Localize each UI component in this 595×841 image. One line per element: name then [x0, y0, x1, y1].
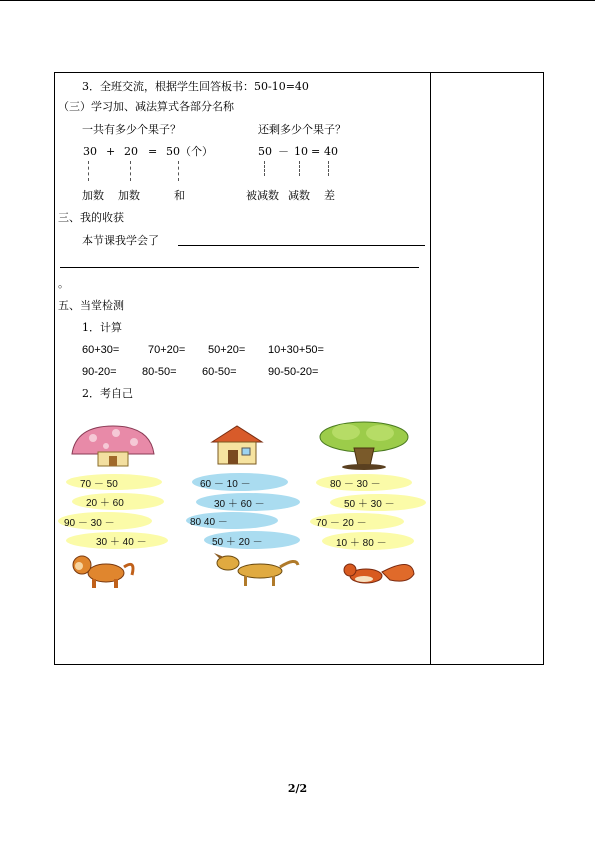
sum: 50（个）	[166, 145, 213, 158]
connector-line	[130, 161, 131, 181]
difference: 40	[324, 145, 338, 158]
calc-item: 90-20=	[82, 366, 117, 378]
learned-prompt: 本节课我学会了	[82, 234, 159, 247]
addend-2: 20	[124, 145, 138, 158]
math-bubble: 90 － 30 －	[58, 512, 152, 530]
calc-title: 1．计算	[82, 321, 122, 334]
minuend: 50	[258, 145, 272, 158]
monkey-icon	[66, 553, 138, 589]
equals-sign: =	[148, 145, 158, 158]
dog-icon	[210, 553, 300, 587]
calc-item: 10+30+50=	[268, 344, 324, 356]
mushroom-icon	[68, 424, 158, 468]
connector-line	[299, 161, 300, 176]
subtrahend: 10	[294, 145, 308, 158]
house-icon	[206, 424, 268, 466]
calc-item: 80-50=	[142, 366, 177, 378]
math-bubble: 10 ＋ 80 －	[322, 532, 414, 550]
connector-line	[264, 161, 265, 176]
step-3-line: 3．全班交流，根据学生回答板书：50-10=40	[82, 80, 309, 93]
minus-sign: －	[278, 145, 289, 158]
question-total: 一共有多少个果子？	[82, 123, 181, 136]
addend-label-1: 加数	[82, 189, 104, 202]
subtrahend-label: 减数	[288, 189, 310, 202]
math-bubble: 70 － 50	[66, 474, 162, 490]
math-bubble: 50 ＋ 20 －	[204, 531, 300, 549]
tree-icon	[316, 420, 412, 470]
math-bubble: 70 － 20 －	[310, 513, 404, 530]
sum-label: 和	[174, 189, 185, 202]
math-bubble: 80 40 －	[186, 512, 278, 529]
addend-label-2: 加数	[118, 189, 140, 202]
section-3-heading: （三）学习加、减法算式各部分名称	[58, 100, 234, 113]
calc-item: 60-50=	[202, 366, 237, 378]
equals-sign-2: =	[311, 145, 321, 158]
math-bubble: 50 ＋ 30 －	[330, 494, 426, 511]
calc-item: 60+30=	[82, 344, 120, 356]
squirrel-icon	[342, 556, 418, 586]
answer-line	[60, 267, 419, 268]
question-remaining: 还剩多少个果子？	[258, 123, 346, 136]
difference-label: 差	[324, 189, 335, 202]
connector-line	[88, 161, 89, 181]
math-bubble: 60 － 10 －	[192, 473, 288, 491]
page-top-rule	[0, 0, 595, 1]
math-bubble: 20 ＋ 60	[72, 493, 164, 510]
plus-sign: +	[106, 145, 116, 158]
test-heading: 五、当堂检测	[58, 299, 124, 312]
answer-line	[178, 245, 425, 246]
connector-line	[328, 161, 329, 176]
math-bubble: 30 ＋ 40 －	[66, 532, 168, 549]
math-bubble: 30 ＋ 60 －	[196, 493, 300, 511]
page-number: 2/2	[287, 782, 308, 795]
connector-line	[178, 161, 179, 181]
minuend-label: 被减数	[246, 189, 279, 202]
calc-item: 50+20=	[208, 344, 246, 356]
table-column-divider	[430, 72, 431, 665]
period-mark: 。	[58, 277, 69, 290]
calc-item: 70+20=	[148, 344, 186, 356]
calc-item: 90-50-20=	[268, 366, 319, 378]
addend-1: 30	[83, 145, 97, 158]
self-test-title: 2．考自己	[82, 387, 133, 400]
gains-heading: 三、我的收获	[58, 211, 124, 224]
math-bubble: 80 － 30 －	[316, 474, 412, 491]
